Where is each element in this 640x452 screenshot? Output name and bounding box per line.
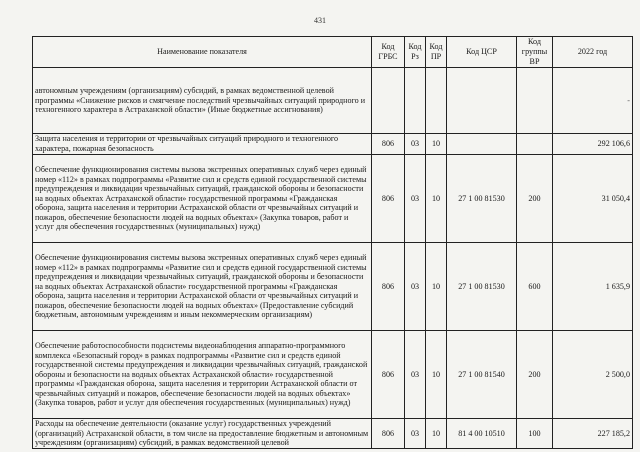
row-vr: 200	[517, 155, 553, 243]
table-row	[33, 155, 633, 243]
header-name: Наименование показателя	[33, 37, 372, 68]
row-csr: 27 1 00 81540	[447, 331, 517, 419]
row-grbs: 806	[372, 243, 405, 331]
row-rz: 03	[405, 134, 426, 155]
budget-table	[32, 36, 633, 449]
row-name: Обеспечение функционирования системы вызова экстренных оперативных служб через единый номер «112» в рамках подпрограммы «Развитие сил и средств единой государственной системы предупреждения и ликвидации чрезвычайных ситуаций, гражданской обороны и безопасности на водных объектах Астраханской области» государственной программы «Гражданская оборона, защита населения и территории Астраханской области от чрезвычайных ситуаций и пожаров, обеспечение безопасности людей на водных объектах» (Предоставление субсидий бюджетным, автономным учреждениям и иным некоммерческим организациям)	[33, 243, 372, 331]
row-rz: 03	[405, 243, 426, 331]
header-csr: Код ЦСР	[447, 37, 517, 68]
table-row	[33, 419, 633, 449]
row-name: Защита населения и территории от чрезвычайных ситуаций природного и техногенного характера, пожарная безопасность	[33, 134, 372, 155]
table-row	[33, 331, 633, 419]
row-csr: 27 1 00 81530	[447, 155, 517, 243]
table-row	[33, 68, 633, 134]
row-name: автономным учреждениям (организациям) субсидий, в рамках ведомственной целевой программы «Снижение рисков и смягчение последствий чрезвычайных ситуаций природного и техногенного характера в Астраханской области» (Иные бюджетные ассигнования)	[33, 68, 372, 134]
row-amount: 31 050,4	[553, 155, 633, 243]
row-amount: 1 635,9	[553, 243, 633, 331]
row-rz: 03	[405, 331, 426, 419]
row-rz	[405, 68, 426, 134]
row-pr: 10	[426, 419, 447, 449]
row-pr: 10	[426, 243, 447, 331]
page-number: 431	[314, 16, 326, 25]
row-name: Обеспечение работоспособности подсистемы видеонаблюдения аппаратно-программного комплекса «Безопасный город» в рамках подпрограммы «Развитие сил и средств единой государственной системы предупреждения и ликвидации чрезвычайных ситуаций, гражданской обороны и безопасности на водных объектах Астраханской области» государственной программы «Гражданская оборона, защита населения и территории Астраханской области от чрезвычайных ситуаций и пожаров, обеспечение безопасности людей на водных объектах» (Закупка товаров, работ и услуг для обеспечения государственных (муниципальных) нужд)	[33, 331, 372, 419]
row-csr: 27 1 00 81530	[447, 243, 517, 331]
row-pr: 10	[426, 134, 447, 155]
row-csr	[447, 68, 517, 134]
row-vr	[517, 68, 553, 134]
row-amount: 2 500,0	[553, 331, 633, 419]
row-grbs	[372, 68, 405, 134]
row-grbs: 806	[372, 331, 405, 419]
row-pr: 10	[426, 331, 447, 419]
row-amount: -	[553, 68, 633, 134]
row-grbs: 806	[372, 419, 405, 449]
header-vr: Код группы ВР	[517, 37, 553, 68]
row-csr: 81 4 00 10510	[447, 419, 517, 449]
row-rz: 03	[405, 419, 426, 449]
row-csr	[447, 134, 517, 155]
row-vr	[517, 134, 553, 155]
header-grbs: Код ГРБС	[372, 37, 405, 68]
row-vr: 200	[517, 331, 553, 419]
row-grbs: 806	[372, 155, 405, 243]
header-row	[33, 37, 633, 68]
table-row	[33, 134, 633, 155]
header-year: 2022 год	[553, 37, 633, 68]
row-name: Обеспечение функционирования системы вызова экстренных оперативных служб через единый номер «112» в рамках подпрограммы «Развитие сил и средств единой государственной системы предупреждения и ликвидации чрезвычайных ситуаций, гражданской обороны и безопасности на водных объектах Астраханской области» государственной программы «Гражданская оборона, защита населения и территории Астраханской области от чрезвычайных ситуаций и пожаров, обеспечение безопасности людей на водных объектах» (Закупка товаров, работ и услуг для обеспечения государственных (муниципальных) нужд)	[33, 155, 372, 243]
row-vr: 600	[517, 243, 553, 331]
header-rz: Код Рз	[405, 37, 426, 68]
header-pr: Код ПР	[426, 37, 447, 68]
row-amount: 292 106,6	[553, 134, 633, 155]
row-vr: 100	[517, 419, 553, 449]
row-grbs: 806	[372, 134, 405, 155]
table-row	[33, 243, 633, 331]
row-pr: 10	[426, 155, 447, 243]
row-name: Расходы на обеспечение деятельности (оказание услуг) государственных учреждений (организаций) Астраханской области, в том числе на предоставление бюджетным и автономным учреждениям (организациям) субсидий, в рамках ведомственной целевой	[33, 419, 372, 449]
row-rz: 03	[405, 155, 426, 243]
row-amount: 227 185,2	[553, 419, 633, 449]
row-pr	[426, 68, 447, 134]
